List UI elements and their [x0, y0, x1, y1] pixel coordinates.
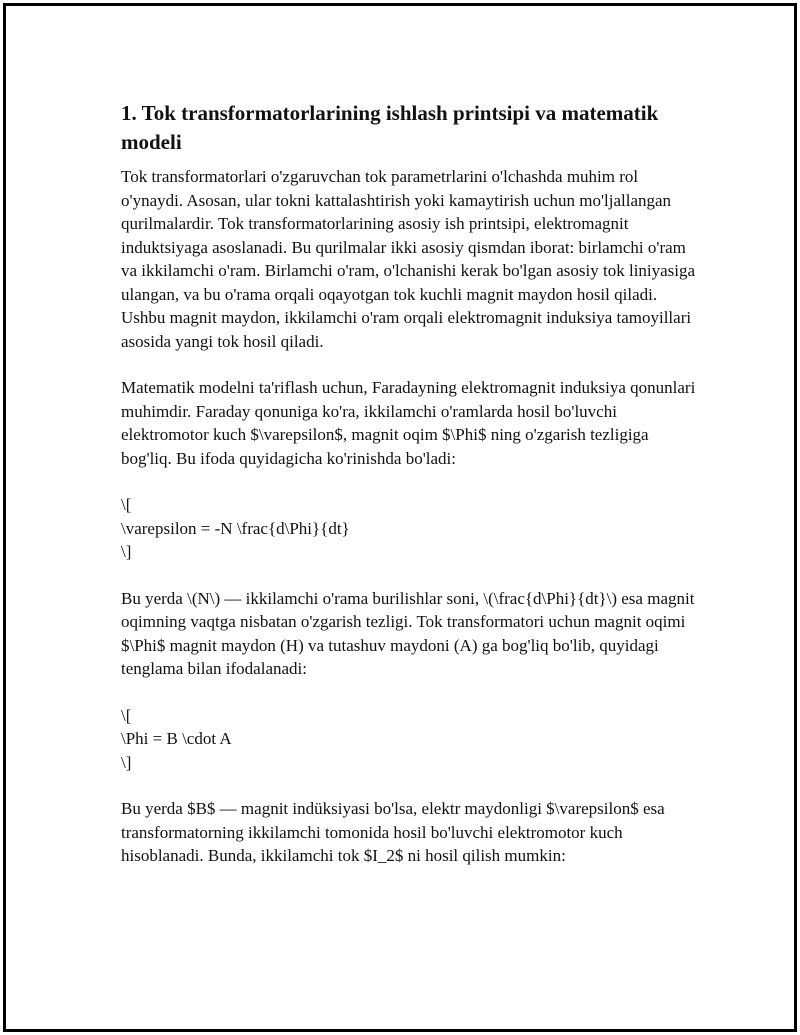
paragraph-faraday: Matematik modelni ta'riflash uchun, Faradayning elektromagnit induksiya qonunlari muhimdir. Faraday qonuniga ko'ra, ikkilamchi o'ramlarda hosil bo'luvchi elektromotor kuch $\varepsilon$, magnit oqim $\Phi$ ning o'zgarish tezligiga bog'liq. Bu ifoda quyidagicha ko'rinishda bo'ladi:: [121, 378, 696, 468]
formula-open: \[: [121, 495, 132, 514]
paragraph-induction: Bu yerda $B$ — magnit indüksiyasi bo'lsa, elektr maydonligi $\varepsilon$ esa transformatorning ikkilamchi tomonida hosil bo'luvchi elektromotor kuch hisoblanadi. Bunda, ikkilamchi tok $I_2$ ni hosil qilish mumkin:: [121, 799, 665, 865]
paragraph-flux: Bu yerda \(N\) — ikkilamchi o'rama burilishlar soni, \(\frac{d\Phi}{dt}\) esa magnit oqimning vaqtga nisbatan o'zgarish tezligi. Tok transformatori uchun magnit oqimi $\Phi$ magnit maydon (H) va tutashuv maydoni (A) ga bog'liq bo'lib, quyidagi tenglama bilan ifodalanadi:: [121, 588, 695, 678]
document-page: [3, 3, 797, 1032]
formula-close: \]: [121, 542, 132, 561]
formula-open: \[: [121, 705, 132, 725]
section-heading: 1. Tok transformatorlarining ishlash printsipi va matematik modeli: [121, 101, 659, 154]
formula-body: \Phi = B \cdot A: [121, 729, 232, 748]
formula-emf: [121, 493, 696, 564]
paragraph-intro: Tok transformatorlari o'zgaruvchan tok parametrlarini o'lchashda muhim rol o'ynaydi. Asosan, ular tokni kattalashtirish yoki kamaytirish uchun mo'ljallangan qurilmalardir. Tok transformatorlarining asosiy ish printsipi, elektromagnit induktsiyaga asoslanadi. Bu qurilmalar ikki asosiy qismdan iborat: birlamchi o'ram va ikkilamchi o'ram. Birlamchi o'ram, o'lchanishi kerak bo'lgan asosiy tok liniyasiga ulangan, va bu o'rama orqali oqayotgan tok kuchli magnit maydon hosil qiladi. Ushbu magnit maydon, ikkilamchi o'ram orqali elektromagnit induksiya tamoyillari asosida yangi tok hosil qiladi.: [121, 167, 696, 351]
formula-body: \varepsilon = -N \frac{d\Phi}{dt}: [121, 518, 350, 538]
formula-flux: [121, 704, 696, 775]
formula-close: \]: [121, 752, 132, 772]
document-content: [121, 99, 696, 891]
